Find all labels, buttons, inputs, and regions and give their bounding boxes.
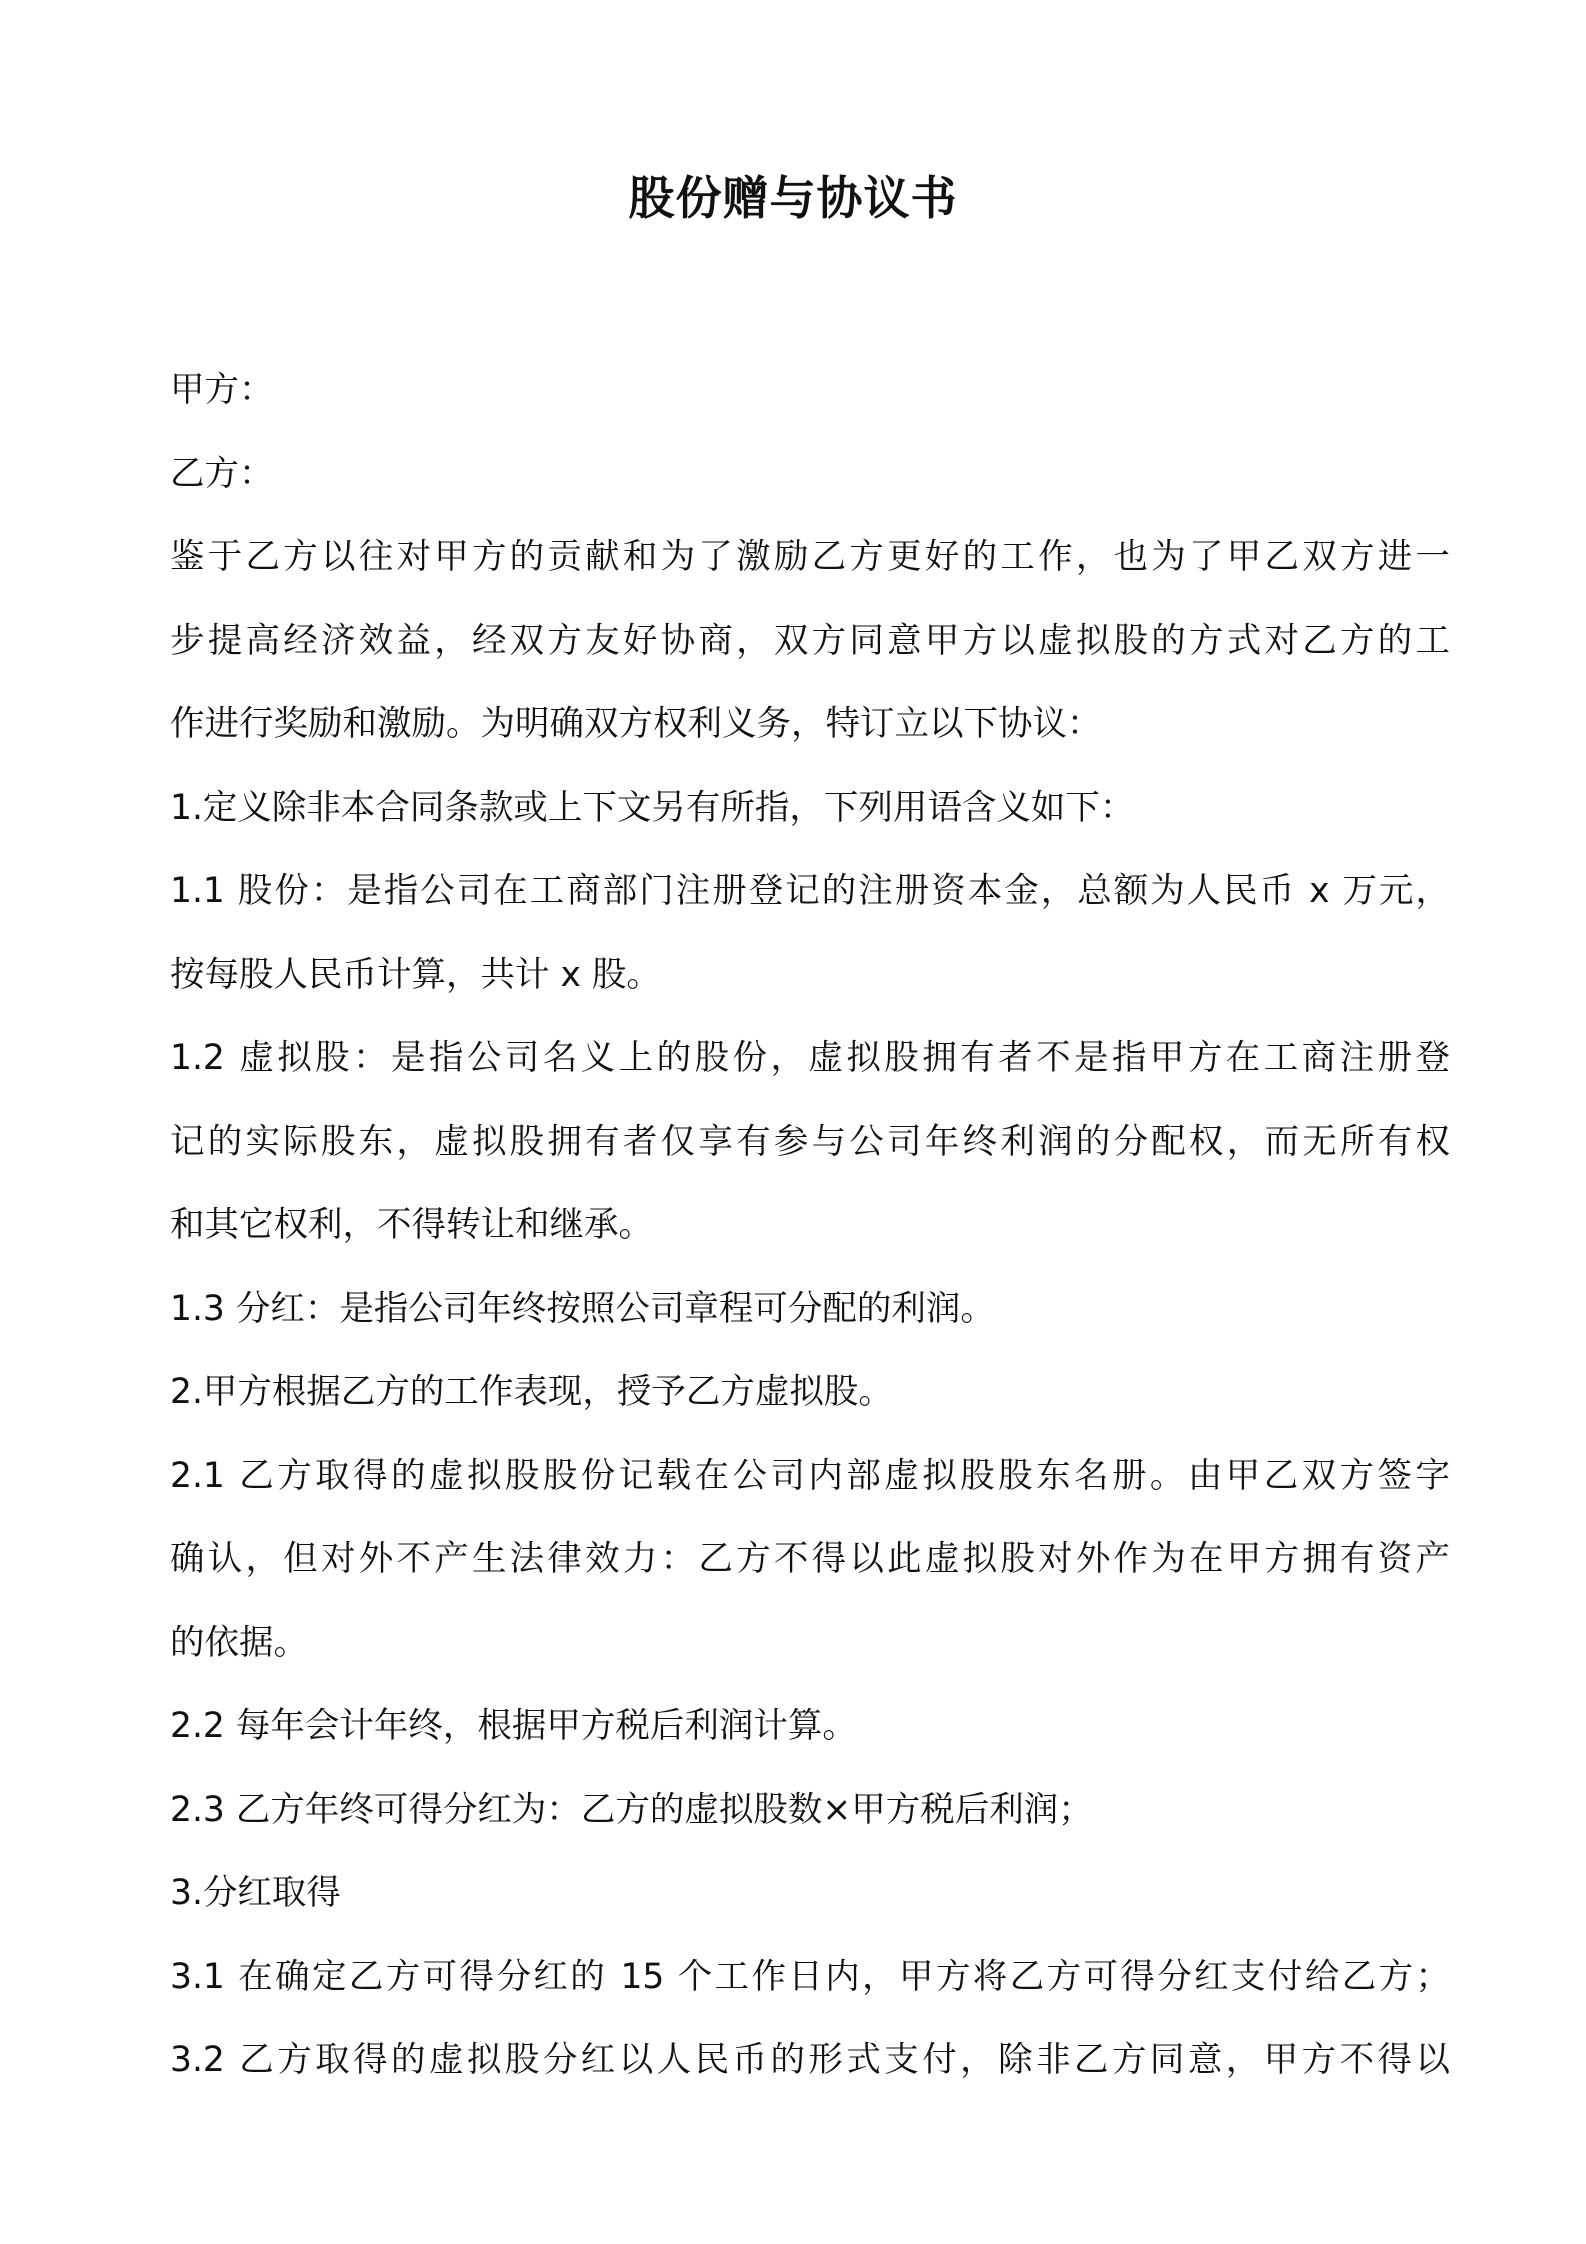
document-line: 1.1 股份：是指公司在工商部门注册登记的注册资本金，总额为人民币 x 万元， bbox=[170, 871, 1450, 911]
document-line: 3.1 在确定乙方可得分红的 15 个工作日内，甲方将乙方可得分红支付给乙方； bbox=[170, 1956, 1450, 1997]
document-body bbox=[170, 362, 1450, 2116]
document-line: 步提高经济效益，经双方友好协商，双方同意甲方以虚拟股的方式对乙方的工 bbox=[170, 620, 1450, 661]
document-line: 3.分红取得 bbox=[170, 1873, 341, 1913]
document-line: 作进行奖励和激励。为明确双方权利义务，特订立以下协议： bbox=[170, 704, 1102, 744]
document-line: 鉴于乙方以往对甲方的贡献和为了激励乙方更好的工作，也为了甲乙双方进一 bbox=[170, 537, 1450, 577]
document-line: 1.3 分红：是指公司年终按照公司章程可分配的利润。 bbox=[170, 1288, 995, 1329]
document-line: 按每股人民币计算，共计 x 股。 bbox=[170, 954, 661, 995]
document-line: 2.2 每年会计年终，根据甲方税后利润计算。 bbox=[170, 1706, 857, 1746]
document-line: 的依据。 bbox=[170, 1622, 308, 1663]
document-line: 和其它权利，不得转让和继承。 bbox=[170, 1205, 653, 1245]
document-line: 甲方： bbox=[170, 370, 274, 410]
document-line: 2.3 乙方年终可得分红为：乙方的虚拟股数×甲方税后利润； bbox=[170, 1789, 1093, 1830]
document-line: 3.2 乙方取得的虚拟股分红以人民币的形式支付，除非乙方同意，甲方不得以 bbox=[170, 2040, 1450, 2080]
document-line: 记的实际股东，虚拟股拥有者仅享有参与公司年终利润的分配权，而无所有权 bbox=[170, 1121, 1450, 1162]
document-title: 股份赠与协议书 bbox=[628, 171, 958, 225]
document-line: 乙方： bbox=[170, 453, 274, 494]
document-line: 确认，但对外不产生法律效力：乙方不得以此虚拟股对外作为在甲方拥有资产 bbox=[170, 1539, 1450, 1579]
document-line: 2.甲方根据乙方的工作表现，授予乙方虚拟股。 bbox=[170, 1372, 893, 1412]
document-line: 1.定义除非本合同条款或上下文另有所指，下列用语含义如下： bbox=[170, 787, 1135, 828]
document-line: 2.1 乙方取得的虚拟股股份记载在公司内部虚拟股股东名册。由甲乙双方签字 bbox=[170, 1455, 1450, 1496]
document-line: 1.2 虚拟股：是指公司名义上的股份，虚拟股拥有者不是指甲方在工商注册登 bbox=[170, 1038, 1450, 1078]
